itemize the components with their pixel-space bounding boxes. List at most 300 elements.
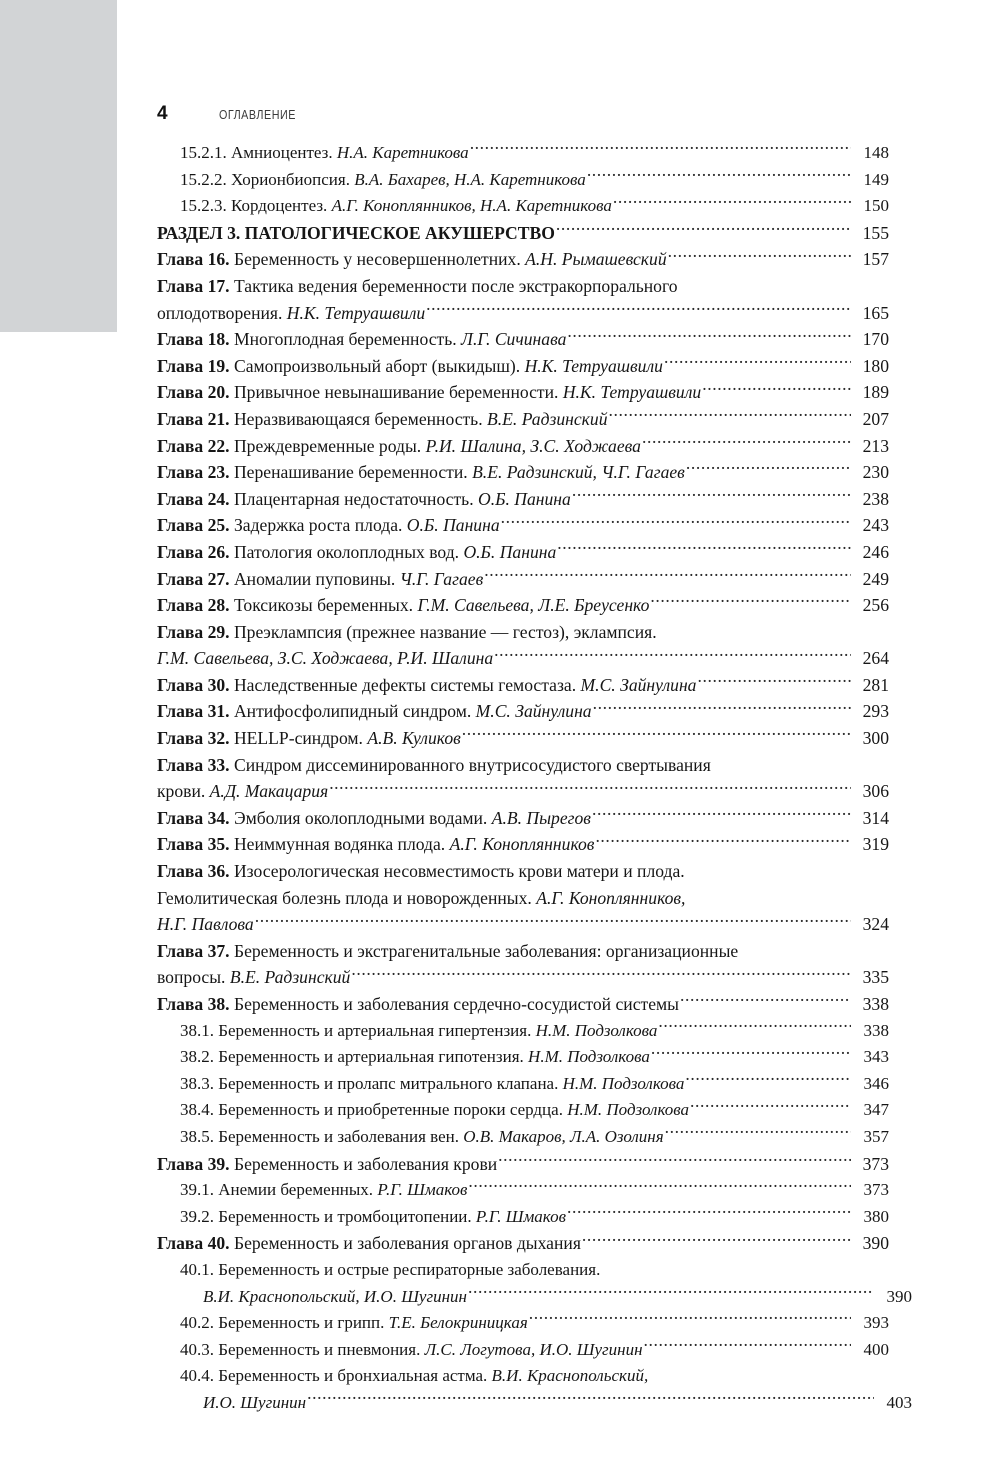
dot-leader <box>609 407 852 425</box>
toc-entry-text: 38.1. Беременность и артериальная гипертензия. <box>180 1020 536 1040</box>
toc-entry-text: Эмболия околоплодными водами. <box>229 807 492 828</box>
toc-entry-line <box>157 486 889 513</box>
toc-entry-text: Беременность и заболевания крови <box>229 1153 498 1174</box>
toc-entry-text: Тактика ведения беременности после экстракорпорального <box>229 275 678 296</box>
toc-entry-line <box>157 326 889 353</box>
toc-entry-text: Привычное невынашивание беременности. <box>229 382 563 403</box>
toc-entry-authors: Н.К. Тетруашвили <box>524 355 663 376</box>
toc-entry-text: Глава 23. <box>157 462 230 483</box>
toc-entry[interactable] <box>157 193 889 220</box>
toc-entry-authors: А.Д. Макацария <box>209 781 329 802</box>
toc-entry[interactable] <box>157 991 889 1018</box>
toc-entry-line <box>180 1071 889 1098</box>
toc-entry-title <box>157 698 592 725</box>
toc-entry-text: Аномалии пуповины. <box>229 568 400 589</box>
toc-entry-text: 40.1. Беременность и острые респираторные заболевания. <box>180 1259 601 1279</box>
toc-entry-page-number: 170 <box>862 329 889 350</box>
toc-entry-line <box>157 539 889 566</box>
toc-entry-text: Самопроизвольный аборт (выкидыш). <box>229 355 525 376</box>
toc-entry-text: 15.2.3. Кордоцентез. <box>180 196 332 216</box>
toc-entry-text: Глава 39. <box>157 1153 230 1174</box>
toc-entry[interactable] <box>157 725 889 752</box>
toc-entry-authors: А.Г. Коноплянников, Н.А. Каретникова <box>331 196 612 216</box>
toc-entry-text: Глава 19. <box>157 355 230 376</box>
toc-entry-text: Глава 31. <box>157 701 230 722</box>
dot-leader <box>329 780 851 798</box>
toc-entry-line <box>157 911 889 938</box>
toc-entry-line <box>180 1097 889 1124</box>
toc-entry[interactable] <box>157 379 889 406</box>
dot-leader <box>494 647 851 665</box>
toc-entry-title <box>157 1230 581 1257</box>
toc-entry-authors: Н.К. Тетруашвили <box>286 302 426 323</box>
toc-entry-text: Многоплодная беременность. <box>229 329 462 350</box>
toc-entry[interactable] <box>157 353 889 380</box>
toc-entry-title <box>157 353 663 380</box>
toc-entry-text: Глава 17. <box>157 275 230 296</box>
toc-entry-text: Глава 29. <box>157 621 230 642</box>
toc-entry-authors: А.Г. Коноплянников, <box>536 887 686 908</box>
toc-entry-title <box>157 433 641 460</box>
toc-entry[interactable] <box>157 273 889 326</box>
toc-entry-title <box>157 885 685 912</box>
toc-entry-title <box>157 512 500 539</box>
toc-entry-text: Глава 40. <box>157 1233 230 1254</box>
toc-entry-text: 39.1. Анемии беременных. <box>180 1180 378 1200</box>
toc-entry-line <box>180 1257 889 1284</box>
dot-leader <box>665 1125 851 1142</box>
dot-leader <box>642 434 851 452</box>
running-head-title: ОГЛАВЛЕНИЕ <box>219 108 296 122</box>
toc-entry-page-number: 293 <box>862 701 889 722</box>
toc-entry-line <box>157 672 889 699</box>
toc-entry-page-number: 314 <box>862 807 889 828</box>
toc-entry-title <box>157 752 711 779</box>
dot-leader <box>255 913 851 931</box>
toc-entry-line <box>180 140 889 167</box>
toc-entry-text: Глава 26. <box>157 541 230 562</box>
dot-leader <box>644 1338 851 1355</box>
toc-entry-text: Глава 35. <box>157 834 230 855</box>
toc-entry-line <box>157 379 889 406</box>
toc-entry-text: Глава 16. <box>157 249 230 270</box>
toc-entry-title <box>157 831 594 858</box>
toc-entry-text: 38.4. Беременность и приобретенные пороки сердца. <box>180 1100 568 1120</box>
toc-entry-line <box>157 246 889 273</box>
dot-leader <box>468 1285 874 1302</box>
toc-entry-text: Перенашивание беременности. <box>229 462 473 483</box>
toc-entry-title <box>157 486 571 513</box>
toc-entry[interactable] <box>157 433 889 460</box>
toc-entry-line <box>157 938 889 965</box>
toc-entry-page-number: 338 <box>863 1020 889 1040</box>
toc-entry-page-number: 380 <box>863 1206 889 1226</box>
toc-entry-text: HELLP-синдром. <box>229 728 368 749</box>
toc-entry-page-number: 149 <box>863 169 889 189</box>
toc-entry-title <box>180 1018 657 1045</box>
toc-entry-page-number: 180 <box>862 355 889 376</box>
toc-entry-authors: Н.М. Подзолкова <box>562 1073 685 1093</box>
toc-entry[interactable] <box>157 459 889 486</box>
toc-entry-text: 15.2.2. Хорионбиопсия. <box>180 169 355 189</box>
toc-entry-title <box>157 778 328 805</box>
toc-entry-text: Глава 34. <box>157 807 230 828</box>
toc-entry[interactable] <box>157 1044 889 1071</box>
toc-entry-authors: М.С. Зайнулина <box>475 701 592 722</box>
toc-entry-authors: Н.К. Тетруашвили <box>562 382 702 403</box>
toc-entry[interactable] <box>157 1310 889 1337</box>
toc-entry-authors: Н.Г. Павлова <box>157 914 254 935</box>
toc-entry-title <box>180 193 612 220</box>
dot-leader <box>462 726 851 744</box>
dot-leader <box>307 1391 874 1408</box>
toc-entry-page-number: 324 <box>862 914 889 935</box>
toc-entry-title <box>157 991 679 1018</box>
toc-entry[interactable] <box>157 1363 912 1416</box>
toc-entry-line <box>180 1310 889 1337</box>
dot-leader <box>556 221 851 239</box>
toc-entry-page-number: 390 <box>862 1233 889 1254</box>
dot-leader <box>567 1205 851 1222</box>
toc-entry-authors: Ч.Г. Гагаев <box>399 568 484 589</box>
toc-entry-text: Глава 37. <box>157 940 230 961</box>
toc-entry[interactable] <box>157 1230 889 1257</box>
toc-entry-title <box>157 938 738 965</box>
dot-leader <box>484 567 851 585</box>
toc-entry-line <box>180 1018 889 1045</box>
toc-entry-title <box>180 1204 566 1231</box>
toc-entry-line <box>157 778 889 805</box>
dot-leader <box>572 487 851 505</box>
toc-entry-title <box>157 964 350 991</box>
toc-entry[interactable] <box>157 246 889 273</box>
toc-entry[interactable] <box>157 406 889 433</box>
toc-entry-text: крови. <box>157 781 210 802</box>
toc-entry[interactable] <box>157 858 889 938</box>
page-edge-tab-decoration <box>0 0 117 332</box>
toc-entry-title <box>180 167 586 194</box>
toc-entry-text: Беременность и заболевания сердечно-сосудистой системы <box>229 994 679 1014</box>
toc-entry-title <box>203 1390 306 1417</box>
dot-leader <box>351 966 851 984</box>
toc-entry-line <box>157 885 889 912</box>
dot-leader <box>593 700 851 718</box>
toc-entry[interactable] <box>157 672 889 699</box>
dot-leader <box>690 1098 851 1115</box>
toc-entry-text: Гемолитическая болезнь плода и новорожденных. <box>157 887 537 908</box>
toc-entry-text: Беременность у несовершеннолетних. <box>229 249 526 270</box>
toc-entry-text: Беременность и заболевания органов дыхания <box>229 1233 581 1254</box>
toc-entry-authors: В.А. Бахарев, Н.А. Каретникова <box>354 169 586 189</box>
toc-entry-title <box>157 459 685 486</box>
toc-entry-line <box>157 805 889 832</box>
toc-entry-line <box>157 300 889 327</box>
toc-entry-page-number: 249 <box>862 568 889 589</box>
dot-leader <box>668 248 851 266</box>
toc-entry[interactable] <box>157 539 889 566</box>
toc-entry[interactable] <box>157 566 889 593</box>
toc-entry-page-number: 243 <box>862 515 889 536</box>
toc-entry-authors: А.Г. Коноплянников <box>449 834 595 855</box>
toc-entry-page-number: 148 <box>863 143 889 162</box>
toc-entry-title <box>157 645 493 672</box>
toc-entry-text: Антифосфолипидный синдром. <box>229 701 476 722</box>
toc-entry-authors: А.В. Куликов <box>367 728 461 749</box>
toc-entry-title <box>157 911 254 938</box>
toc-entry-title <box>157 566 483 593</box>
toc-entry-authors: В.Е. Радзинский, Ч.Г. Гагаев <box>472 462 685 483</box>
toc-entry-line <box>157 619 889 646</box>
dot-leader <box>595 833 851 851</box>
toc-entry-page-number: 238 <box>862 488 889 509</box>
toc-entry-page-number: 264 <box>862 648 889 669</box>
toc-entry-title <box>157 725 461 752</box>
toc-entry-authors: О.В. Макаров, Л.А. Озолиня <box>463 1126 664 1146</box>
toc-entry-page-number: 373 <box>863 1180 889 1200</box>
toc-entry-title <box>157 672 696 699</box>
toc-entry[interactable] <box>157 326 889 353</box>
toc-entry-text: Глава 33. <box>157 754 230 775</box>
toc-entry-line <box>180 193 889 220</box>
toc-entry-text: Глава 20. <box>157 382 230 403</box>
toc-entry-text: 38.2. Беременность и артериальная гипотензия. <box>180 1047 529 1067</box>
toc-entry[interactable] <box>157 486 889 513</box>
toc-entry-title <box>157 805 591 832</box>
toc-entry-authors: Р.Г. Шмаков <box>377 1180 468 1200</box>
toc-entry-title <box>157 326 566 353</box>
toc-entry-authors: Л.Г. Сичинава <box>461 329 567 350</box>
toc-entry-text: Глава 21. <box>157 408 230 429</box>
toc-entry-text: Задержка роста плода. <box>229 515 407 536</box>
toc-entry-page-number: 347 <box>863 1100 889 1120</box>
dot-leader <box>582 1232 851 1250</box>
toc-entry-page-number: 319 <box>862 834 889 855</box>
toc-entry-authors: Н.М. Подзолкова <box>528 1047 650 1067</box>
dot-leader <box>650 594 851 612</box>
toc-entry-authors: В.Е. Радзинский <box>229 967 351 988</box>
toc-entry-page-number: 281 <box>862 674 889 695</box>
toc-entry-text: Глава 24. <box>157 488 230 509</box>
toc-entry[interactable] <box>157 1177 889 1204</box>
dot-leader <box>697 673 851 691</box>
toc-entry-authors: О.Б. Панина <box>406 515 500 536</box>
toc-entry-title <box>157 300 425 327</box>
toc-entry[interactable] <box>157 140 889 167</box>
dot-leader <box>651 1045 851 1062</box>
toc-entry-line <box>180 1044 889 1071</box>
toc-entry-title <box>157 273 678 300</box>
toc-entry-page-number: 400 <box>863 1339 889 1359</box>
toc-entry-line <box>180 1390 912 1417</box>
toc-entry-text: Изосерологическая несовместимость крови матери и плода. <box>229 861 685 882</box>
toc-entry-text: Синдром диссеминированного внутрисосудистого свертывания <box>229 754 711 775</box>
toc-entry-line <box>180 167 889 194</box>
toc-entry[interactable] <box>157 619 889 672</box>
toc-entry-text: Неиммунная водянка плода. <box>229 834 450 855</box>
toc-entry-page-number: 157 <box>862 249 889 270</box>
toc-entry-text: 40.2. Беременность и грипп. <box>180 1313 389 1333</box>
toc-entry-text: 15.2.1. Амниоцентез. <box>180 143 337 162</box>
dot-leader <box>592 806 851 824</box>
toc-entry-text: 38.3. Беременность и пролапс митрального клапана. <box>180 1073 563 1093</box>
toc-entry-text: Наследственные дефекты системы гемостаза. <box>229 674 581 695</box>
dot-leader <box>702 381 851 399</box>
toc-entry-title <box>180 1044 650 1071</box>
toc-entry[interactable] <box>157 752 889 805</box>
toc-entry-page-number: 155 <box>862 222 889 243</box>
dot-leader <box>501 514 851 532</box>
toc-entry-text: Преэклампсия (прежнее название — гестоз), эклампсия. <box>229 621 657 642</box>
toc-entry-page-number: 165 <box>862 302 889 323</box>
toc-entry-page-number: 189 <box>862 382 889 403</box>
toc-entry-authors: Н.А. Каретникова <box>336 143 469 162</box>
toc-entry-text: Глава 30. <box>157 674 230 695</box>
dot-leader <box>498 1152 851 1170</box>
toc-entry-line <box>157 459 889 486</box>
toc-entry-title <box>180 1310 528 1337</box>
toc-entry-line <box>157 858 889 885</box>
toc-entry[interactable] <box>157 592 889 619</box>
table-of-contents <box>157 140 912 1417</box>
toc-entry-text: Беременность и экстрагенитальные заболевания: организационные <box>229 940 739 961</box>
toc-entry-line <box>157 1230 889 1257</box>
toc-entry-title <box>180 1337 643 1364</box>
dot-leader <box>613 194 851 211</box>
toc-entry-line <box>180 1284 912 1311</box>
toc-entry-page-number: 306 <box>862 781 889 802</box>
toc-entry-text: Глава 25. <box>157 515 230 536</box>
running-head <box>157 104 897 128</box>
toc-entry-authors: Р.Г. Шмаков <box>475 1206 566 1226</box>
toc-entry[interactable] <box>157 1204 889 1231</box>
toc-entry-text: Глава 32. <box>157 728 230 749</box>
toc-entry-title <box>180 1257 600 1284</box>
toc-entry-text: Плацентарная недостаточность. <box>229 488 478 509</box>
toc-entry-text: 40.4. Беременность и бронхиальная астма. <box>180 1366 492 1386</box>
toc-entry[interactable] <box>157 1151 889 1178</box>
toc-entry-text: Глава 36. <box>157 861 230 882</box>
toc-entry[interactable] <box>157 512 889 539</box>
toc-entry-page-number: 300 <box>862 728 889 749</box>
toc-entry[interactable] <box>157 805 889 832</box>
toc-entry-authors: М.С. Зайнулина <box>580 674 697 695</box>
dot-leader <box>686 461 851 479</box>
toc-entry-text: вопросы. <box>157 967 230 988</box>
dot-leader <box>658 1019 851 1036</box>
toc-entry-line <box>157 512 889 539</box>
toc-entry-line <box>157 698 889 725</box>
dot-leader <box>685 1072 851 1089</box>
toc-entry-text: 39.2. Беременность и тромбоцитопении. <box>180 1206 476 1226</box>
toc-entry-line <box>180 1124 889 1151</box>
dot-leader <box>426 301 851 319</box>
toc-entry-page-number: 346 <box>863 1073 889 1093</box>
toc-entry-authors: В.Е. Радзинский <box>487 408 608 429</box>
toc-entry-title <box>157 246 667 273</box>
toc-entry[interactable] <box>157 938 889 991</box>
toc-entry[interactable] <box>157 1337 889 1364</box>
toc-entry[interactable] <box>157 698 889 725</box>
dot-leader <box>567 328 851 346</box>
toc-entry-text: Неразвивающаяся беременность. <box>229 408 488 429</box>
toc-entry-title <box>157 379 701 406</box>
toc-entry-page-number: 343 <box>863 1047 889 1067</box>
toc-entry-authors: В.И. Краснопольский, <box>491 1366 649 1386</box>
toc-entry-authors: А.В. Пырегов <box>491 807 591 828</box>
toc-entry-authors: И.О. Шугинин <box>203 1392 307 1412</box>
toc-entry-page-number: 335 <box>862 967 889 988</box>
toc-entry-line <box>157 752 889 779</box>
toc-entry-title <box>157 858 685 885</box>
toc-entry-page-number: 246 <box>862 541 889 562</box>
toc-entry[interactable] <box>157 1071 889 1098</box>
toc-entry-authors: Н.М. Подзолкова <box>535 1020 658 1040</box>
toc-entry-title <box>157 406 608 433</box>
toc-entry[interactable] <box>157 220 889 247</box>
toc-entry-text: Глава 27. <box>157 568 230 589</box>
toc-entry-line <box>157 1151 889 1178</box>
toc-entry[interactable] <box>157 1257 912 1310</box>
toc-entry-authors: Г.М. Савельева, Л.Е. Бреусенко <box>417 595 650 616</box>
toc-entry-authors: Р.И. Шалина, З.С. Ходжаева <box>425 435 641 456</box>
toc-entry-line <box>157 964 889 991</box>
toc-entry-text: Глава 22. <box>157 435 230 456</box>
toc-entry-title <box>180 1071 684 1098</box>
toc-entry-title <box>157 1151 497 1178</box>
toc-entry[interactable] <box>157 1124 889 1151</box>
toc-entry-title <box>180 140 469 167</box>
toc-entry-page-number: 390 <box>886 1286 912 1306</box>
toc-entry-line <box>157 566 889 593</box>
toc-entry-authors: Л.С. Логутова, И.О. Шугинин <box>424 1339 643 1359</box>
toc-entry-title <box>180 1124 664 1151</box>
toc-entry-title <box>157 592 649 619</box>
toc-entry-page-number: 338 <box>862 994 889 1014</box>
toc-entry-page-number: 393 <box>863 1313 889 1333</box>
toc-entry[interactable] <box>157 167 889 194</box>
toc-entry-text: Преждевременные роды. <box>229 435 426 456</box>
toc-entry-text: Глава 38. <box>157 994 230 1014</box>
toc-entry-title <box>180 1097 689 1124</box>
toc-entry-text: 38.5. Беременность и заболевания вен. <box>180 1126 464 1146</box>
dot-leader <box>557 540 851 558</box>
toc-entry-text: 40.3. Беременность и пневмония. <box>180 1339 425 1359</box>
dot-leader <box>664 354 851 372</box>
toc-entry-line <box>180 1363 889 1390</box>
toc-entry-text: оплодотворения. <box>157 302 287 323</box>
toc-entry-authors: О.Б. Панина <box>478 488 571 509</box>
toc-entry-page-number: 213 <box>862 435 889 456</box>
dot-leader <box>470 141 851 158</box>
page-number-folio: 4 <box>157 103 168 124</box>
toc-entry[interactable] <box>157 831 889 858</box>
toc-entry[interactable] <box>157 1097 889 1124</box>
toc-entry-authors: Г.М. Савельева, З.С. Ходжаева, Р.И. Шалина <box>157 648 494 669</box>
toc-entry-authors: О.Б. Панина <box>463 541 557 562</box>
toc-entry-authors: В.И. Краснопольский, И.О. Шугинин <box>203 1286 467 1306</box>
dot-leader <box>587 168 851 185</box>
toc-entry-line <box>157 991 889 1018</box>
toc-entry-authors: Н.М. Подзолкова <box>567 1100 690 1120</box>
toc-entry-line <box>157 433 889 460</box>
dot-leader <box>529 1311 851 1328</box>
toc-entry-page-number: 403 <box>886 1392 912 1412</box>
toc-entry-text: РАЗДЕЛ 3. ПАТОЛОГИЧЕСКОЕ АКУШЕРСТВО <box>157 222 555 243</box>
toc-entry[interactable] <box>157 1018 889 1045</box>
toc-entry-text: Токсикозы беременных. <box>229 595 418 616</box>
toc-entry-title <box>157 619 657 646</box>
toc-entry-line <box>157 725 889 752</box>
